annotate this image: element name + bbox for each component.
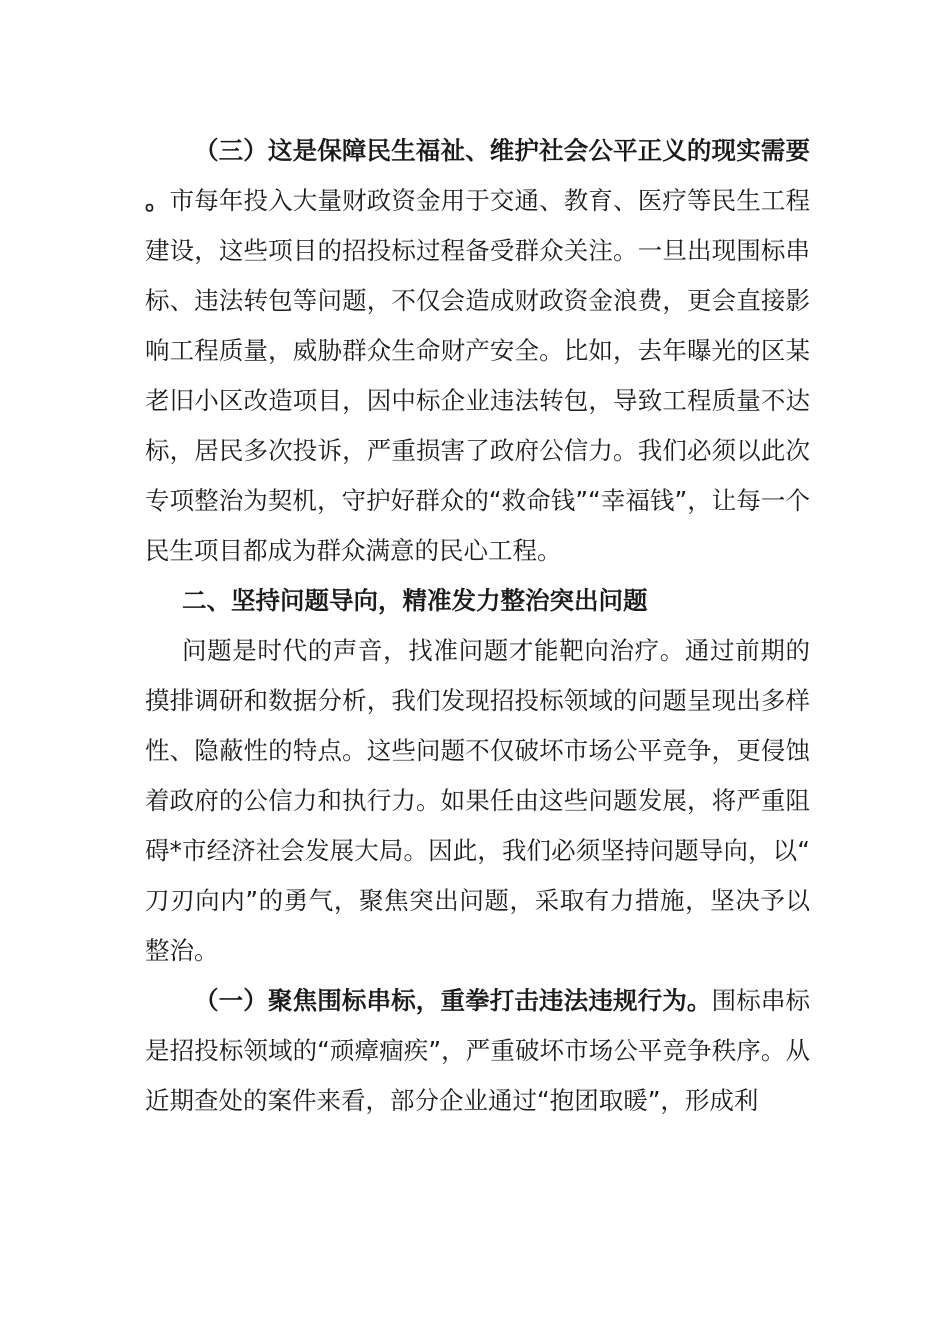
document-body: [145, 126, 810, 1126]
paragraph-lead: （三）这是保障民生福祉、维护社会公平正义的现实需要。: [145, 136, 810, 215]
paragraph-problem-orientation: [145, 626, 810, 976]
paragraph-lead: （一）聚焦围标串标，重拳打击违法违规行为。: [194, 986, 712, 1015]
section-heading-two: 二、坚持问题导向，精准发力整治突出问题: [182, 586, 648, 615]
paragraph-text: 围标串标是招投标领域的“顽瘴痼疾”，严重破坏市场公平竞争秩序。从近期查处的案件来看，部分企业通过“抱团取暖”，形成利: [145, 986, 810, 1115]
paragraph-livelihood: [145, 126, 810, 576]
paragraph-bid-rigging: [145, 976, 810, 1126]
paragraph-text: 问题是时代的声音，找准问题才能靶向治疗。通过前期的摸排调研和数据分析，我们发现招投标领域的问题呈现出多样性、隐蔽性的特点。这些问题不仅破坏市场公平竞争，更侵蚀着政府的公信力和执行力。如果任由这些问题发展，将严重阻碍*市经济社会发展大局。因此，我们必须坚持问题导向，以“刀刃向内”的勇气，聚焦突出问题，采取有力措施，坚决予以整治。: [145, 636, 810, 965]
paragraph-text: 市每年投入大量财政资金用于交通、教育、医疗等民生工程建设，这些项目的招投标过程备受群众关注。一旦出现围标串标、违法转包等问题，不仅会造成财政资金浪费，更会直接影响工程质量，威胁群众生命财产安全。比如，去年曝光的区某老旧小区改造项目，因中标企业违法转包，导致工程质量不达标，居民多次投诉，严重损害了政府公信力。我们必须以此次专项整治为契机，守护好群众的“救命钱”“幸福钱”，让每一个民生项目都成为群众满意的民心工程。: [145, 186, 811, 565]
